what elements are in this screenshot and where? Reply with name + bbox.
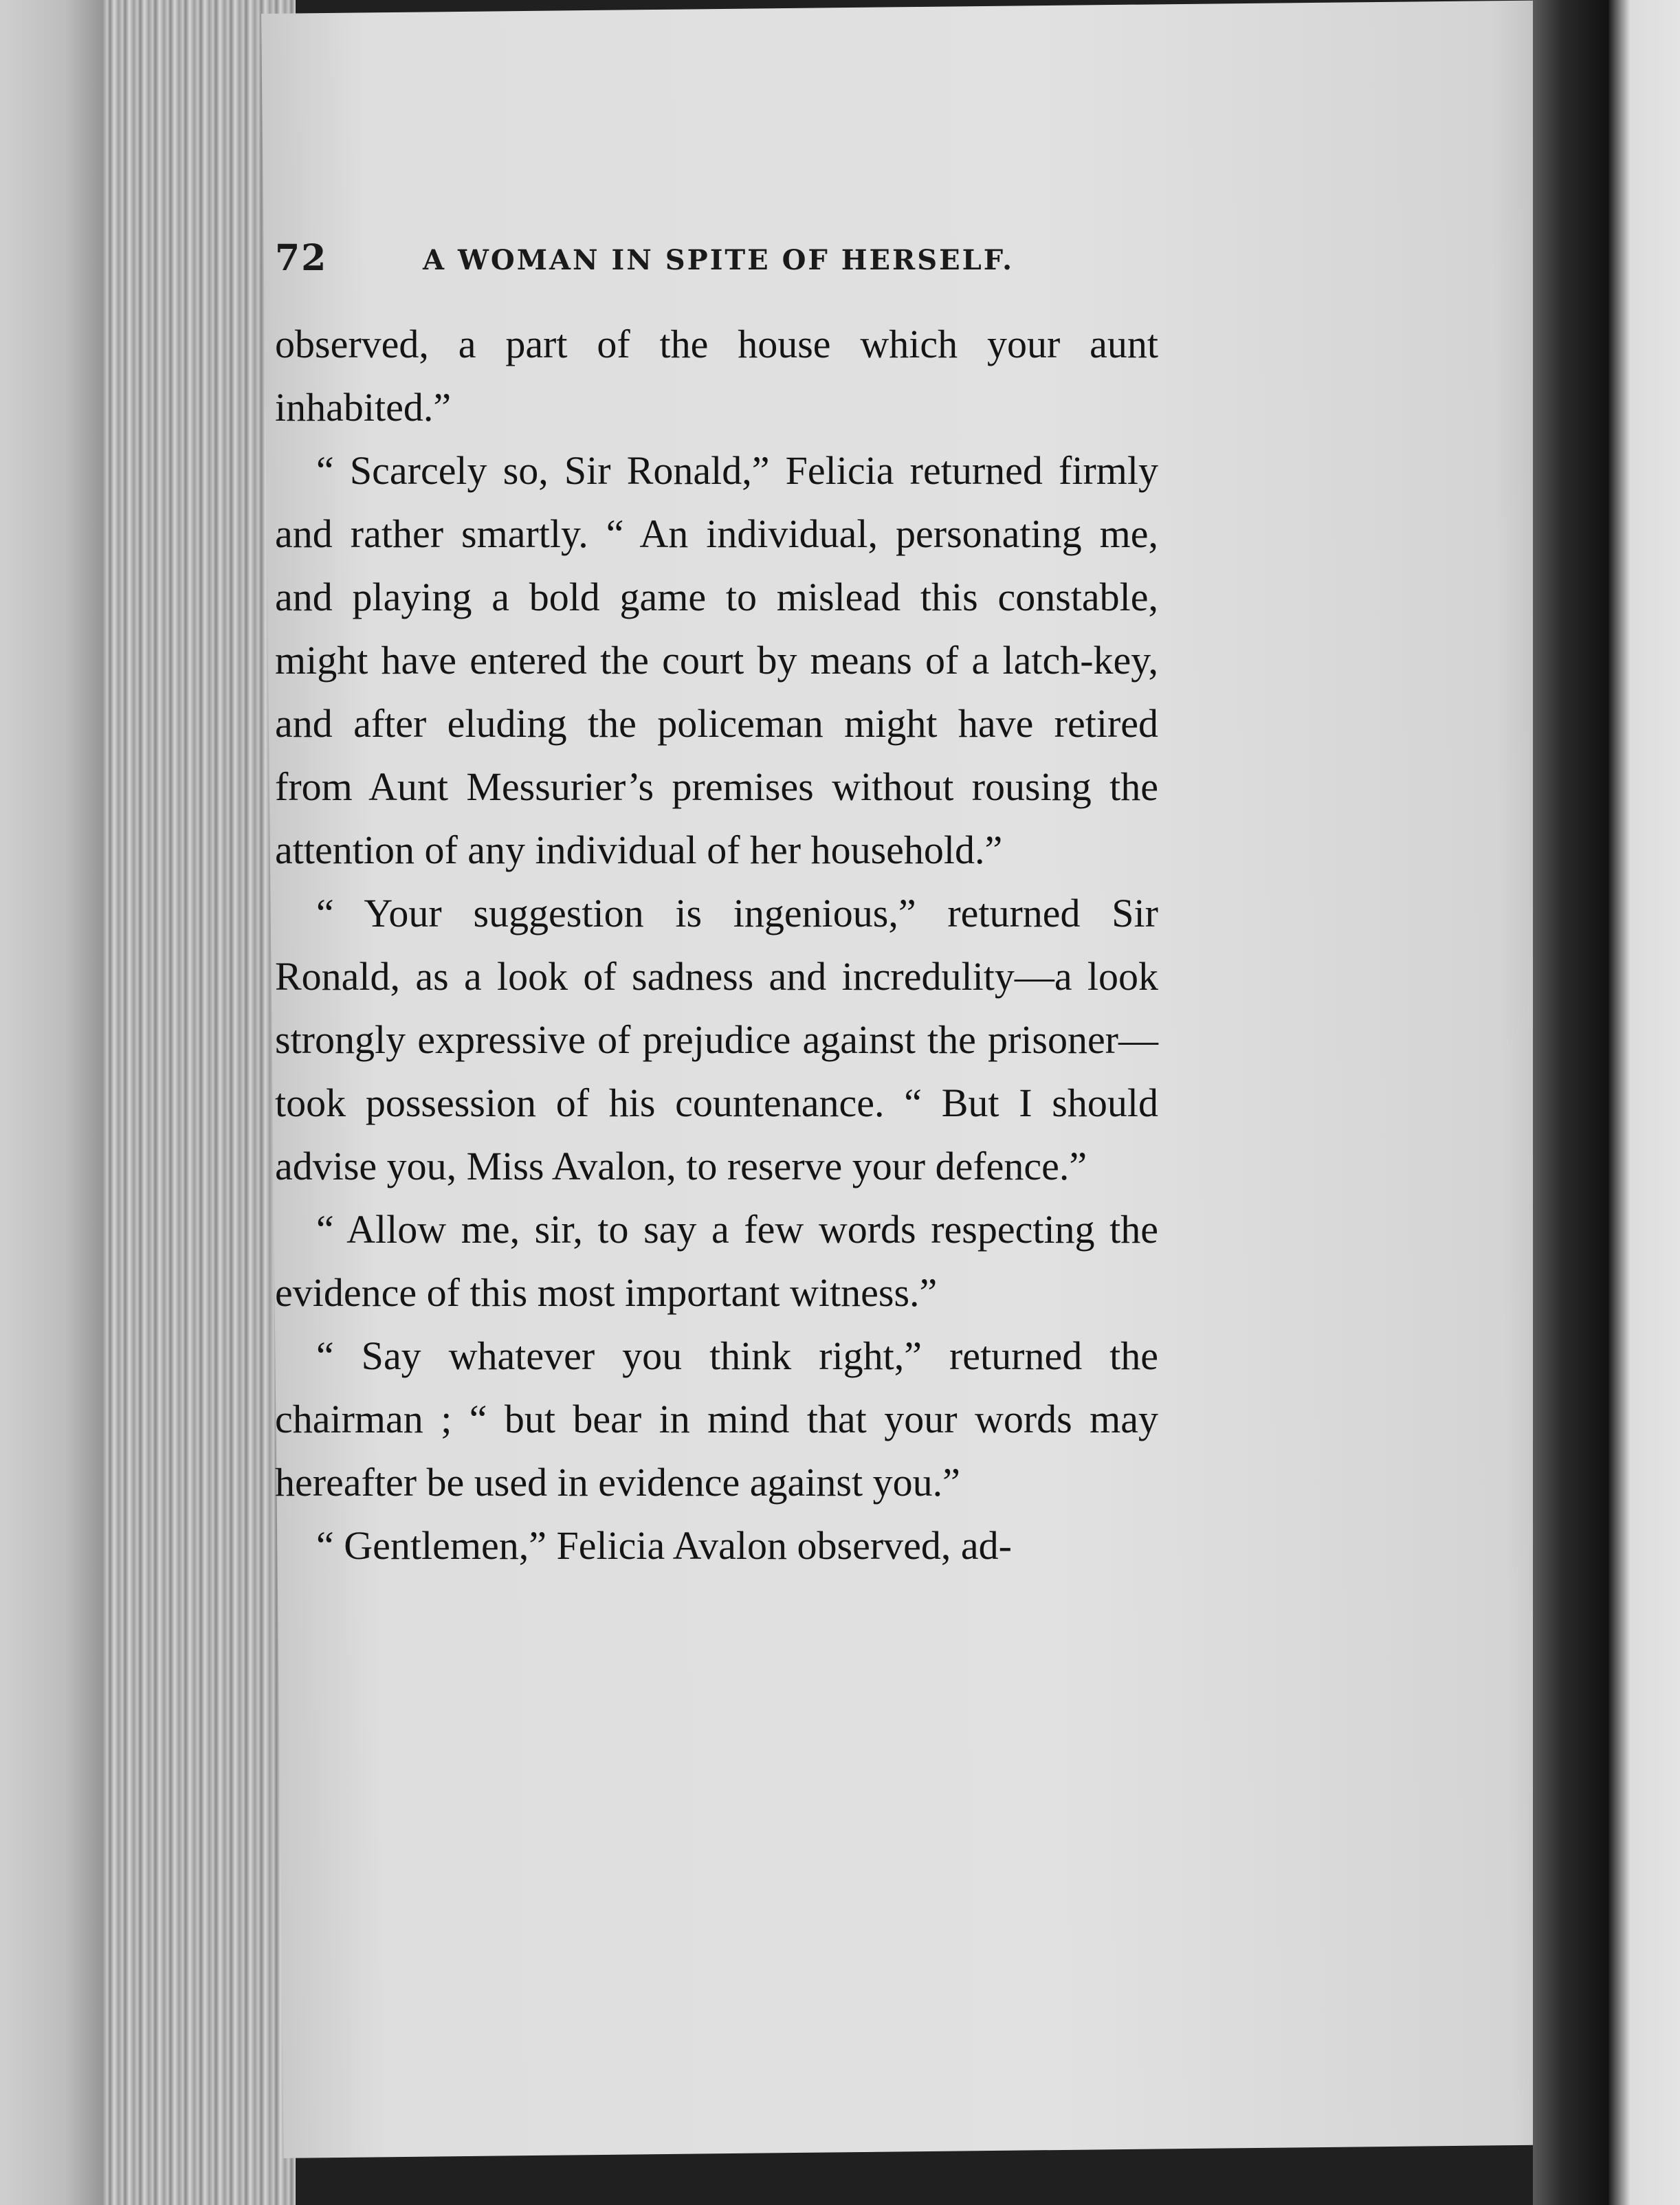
paragraph: “ Allow me, sir, to say a few words respecting the evidence of this most important witness.”	[275, 1207, 1158, 1315]
scan-left-margin	[0, 0, 110, 2205]
running-head: A WOMAN IN SPITE OF HERSELF.	[423, 244, 1015, 276]
page-header	[275, 237, 1272, 279]
book-gutter	[1533, 0, 1609, 2205]
paragraph: “ Scarcely so, Sir Ronald,” Felicia returned firmly and rather smartly. “ An individual, personating me, and playing a bold game to mislead this constable, might have entered the court by means of a latch-key, and after eluding the policeman might have retired from Aunt Messurier’s premises without rousing the attention of any individual of her household.”	[275, 448, 1158, 872]
page-body	[275, 313, 1158, 1577]
paragraph: “ Say whatever you think right,” returned the chairman ; “ but bear in mind that your words may hereafter be used in evidence against you.”	[275, 1333, 1158, 1505]
paragraph: “ Gentlemen,” Felicia Avalon observed, ad-	[316, 1523, 1012, 1568]
paragraph: “ Your suggestion is ingenious,” returned Sir Ronald, as a look of sadness and incredulity—a look strongly expressive of prejudice against the prisoner—took possession of his countenance. “ But I should advise you, Miss Avalon, to reserve your defence.”	[275, 891, 1158, 1188]
facing-page-edge	[1609, 0, 1680, 2205]
page-number: 72	[275, 237, 328, 279]
paragraph: observed, a part of the house which your aunt inhabited.”	[275, 322, 1158, 430]
